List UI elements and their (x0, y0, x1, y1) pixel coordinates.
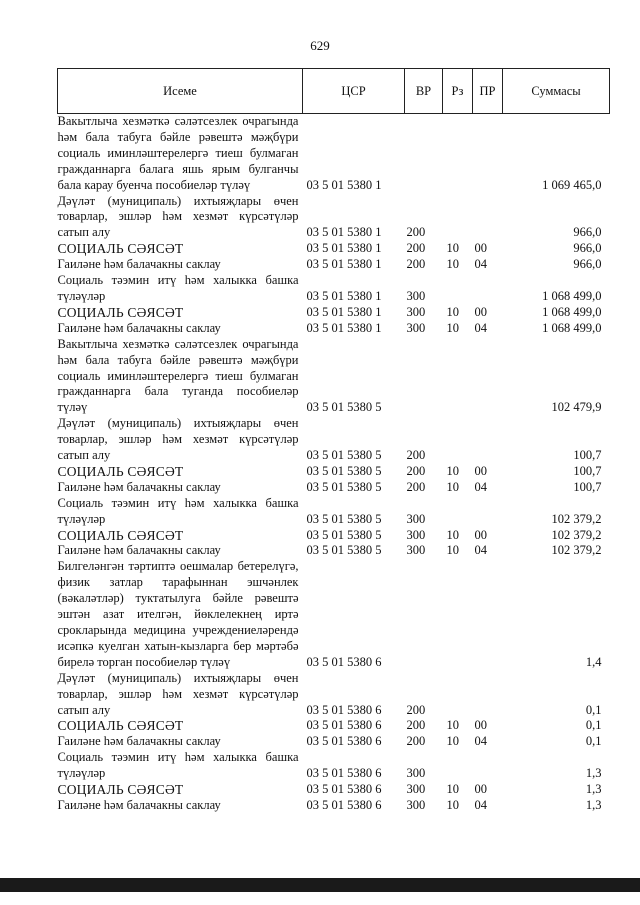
cell-csr: 03 5 01 5380 5 (306, 479, 382, 494)
cell-rz (443, 671, 473, 719)
cell-pr (473, 337, 503, 417)
table-row (58, 273, 610, 305)
cell-vr: 300 (406, 288, 426, 303)
cell-sum: 0,1 (585, 702, 602, 717)
table-row (58, 559, 610, 670)
table-row (58, 416, 610, 464)
cell-sum: 1,3 (585, 766, 602, 781)
cell-csr: 03 5 01 5380 5 (306, 527, 382, 542)
cell-pr: 00 (474, 782, 487, 797)
cell-pr: 00 (474, 463, 487, 478)
cell-vr: 200 (406, 479, 426, 494)
header-rz: Рз (443, 69, 473, 114)
cell-rz: 10 (446, 527, 459, 542)
table-row (58, 337, 610, 417)
cell-csr: 03 5 01 5380 1 (306, 320, 382, 335)
table-row (58, 798, 610, 814)
cell-rz: 10 (446, 463, 459, 478)
cell-sum: 966,0 (573, 257, 602, 272)
cell-name: Гаиләне һәм балачакны саклау (57, 257, 221, 272)
cell-rz: 10 (446, 241, 459, 256)
cell-rz: 10 (446, 718, 459, 733)
cell-name: Социаль тәэмин итү һәм халыкка башка түләүләр (57, 273, 299, 303)
cell-csr: 03 5 01 5380 6 (306, 766, 382, 781)
cell-name: Билгеләнгән тәртиптә оешмалар бетерелүгә, физик затлар тарафыннан эшчәнлек (вәкаләтләр) туктатылуга бәйле рәвештә эштән азат ителгән, йөклелекнең иртә срокларында медицина учреждениеләрендә исәпкә куелган хатын-кызларга бер мәртәбә бирелә торган пособиеләр түләү (57, 559, 299, 669)
cell-vr: 200 (406, 241, 426, 256)
table-row (58, 750, 610, 782)
cell-vr (405, 559, 443, 670)
table-header (58, 69, 610, 114)
cell-pr: 04 (474, 734, 487, 749)
cell-name: Вакытлыча хезмәткә сәләтсезлек очрагында һәм бала табуга бәйле рәвештә мәҗбүри социаль иминләштерелергә тиеш булмаган гражданнарга балага яшь ярым булганчы бала карау буенча пособиеләр түләү (57, 114, 299, 192)
table-row (58, 257, 610, 273)
cell-rz (443, 750, 473, 782)
cell-csr: 03 5 01 5380 1 (306, 257, 382, 272)
cell-pr (473, 750, 503, 782)
cell-pr: 04 (474, 257, 487, 272)
cell-csr: 03 5 01 5380 5 (306, 448, 382, 463)
table-row (58, 241, 610, 257)
cell-vr: 200 (406, 734, 426, 749)
cell-vr: 300 (406, 304, 426, 319)
cell-sum: 1,3 (585, 782, 602, 797)
cell-pr: 04 (474, 797, 487, 812)
table-row (58, 543, 610, 559)
cell-name: Социаль тәэмин итү һәм халыкка башка түләүләр (57, 750, 299, 781)
header-vr: ВР (405, 69, 443, 114)
cell-sum: 100,7 (573, 479, 602, 494)
cell-csr: 03 5 01 5380 6 (306, 782, 382, 797)
cell-name: Социаль тәэмин итү һәм халыкка башка түләүләр (57, 495, 299, 526)
cell-csr: 03 5 01 5380 5 (306, 511, 382, 526)
cell-name: Дәүләт (муниципаль) ихтыяҗлары өчен товарлар, эшләр һәм хезмәт күрсәтүләр сатып алу (57, 670, 299, 717)
cell-sum: 102 379,2 (551, 511, 602, 526)
table-row (58, 671, 610, 719)
cell-pr (473, 114, 503, 194)
cell-rz (443, 273, 473, 305)
cell-sum: 100,7 (573, 463, 602, 478)
cell-rz (443, 337, 473, 417)
cell-name: Дәүләт (муниципаль) ихтыяҗлары өчен товарлар, эшләр һәм хезмәт күрсәтүләр сатып алу (57, 416, 299, 463)
cell-sum: 102 379,2 (551, 543, 602, 558)
header-pr: ПР (473, 69, 503, 114)
cell-csr: 03 5 01 5380 1 (306, 177, 382, 192)
cell-name: Вакытлыча хезмәткә сәләтсезлек очрагында һәм бала табуга бәйле рәвештә мәҗбүри социаль иминләштерелергә тиеш булмаган гражданнарга бала туганда пособиеләр түләү (57, 336, 299, 415)
table-row (58, 718, 610, 734)
cell-name: Гаиләне һәм балачакны саклау (57, 479, 221, 494)
cell-name: СОЦИАЛЬ СӘЯСӘТ (57, 241, 184, 257)
cell-rz (443, 114, 473, 194)
cell-csr: 03 5 01 5380 1 (306, 288, 382, 303)
cell-pr (473, 273, 503, 305)
cell-csr: 03 5 01 5380 6 (306, 734, 382, 749)
cell-vr: 200 (406, 257, 426, 272)
cell-pr (473, 496, 503, 528)
cell-vr: 300 (406, 543, 426, 558)
cell-sum: 0,1 (585, 734, 602, 749)
table-row (58, 734, 610, 750)
cell-rz: 10 (446, 782, 459, 797)
cell-csr: 03 5 01 5380 6 (306, 702, 382, 717)
cell-pr (473, 559, 503, 670)
cell-vr: 300 (406, 782, 426, 797)
cell-vr: 300 (406, 527, 426, 542)
cell-rz: 10 (446, 734, 459, 749)
cell-pr: 04 (474, 320, 487, 335)
cell-name: СОЦИАЛЬ СӘЯСӘТ (57, 527, 184, 543)
cell-sum: 1,4 (585, 654, 602, 669)
cell-sum: 1 068 499,0 (542, 304, 602, 319)
cell-pr: 04 (474, 543, 487, 558)
cell-sum: 1,3 (585, 797, 602, 812)
cell-name: Гаиләне һәм балачакны саклау (57, 734, 221, 749)
cell-sum: 0,1 (585, 718, 602, 733)
cell-vr (405, 114, 443, 194)
cell-name: Гаиләне һәм балачакны саклау (57, 797, 221, 812)
cell-pr: 00 (474, 304, 487, 319)
table-row (58, 464, 610, 480)
budget-table (57, 68, 610, 814)
cell-csr: 03 5 01 5380 6 (306, 654, 382, 669)
cell-vr: 300 (406, 766, 426, 781)
header-name: Исеме (58, 69, 303, 114)
cell-csr: 03 5 01 5380 1 (306, 304, 382, 319)
cell-name: Дәүләт (муниципаль) ихтыяҗлары өчен товарлар, эшләр һәм хезмәт күрсәтүләр сатып алу (57, 193, 299, 240)
cell-csr: 03 5 01 5380 5 (306, 400, 382, 415)
cell-name: СОЦИАЛЬ СӘЯСӘТ (57, 463, 184, 479)
cell-vr: 200 (406, 463, 426, 478)
cell-sum: 1 068 499,0 (542, 288, 602, 303)
cell-csr: 03 5 01 5380 5 (306, 463, 382, 478)
cell-name: Гаиләне һәм балачакны саклау (57, 320, 221, 335)
cell-sum: 100,7 (573, 448, 602, 463)
header-sum: Суммасы (503, 69, 610, 114)
table-row (58, 496, 610, 528)
cell-csr: 03 5 01 5380 1 (306, 241, 382, 256)
cell-vr: 200 (406, 718, 426, 733)
cell-name: Гаиләне һәм балачакны саклау (57, 543, 221, 558)
cell-vr: 200 (406, 702, 426, 717)
cell-rz (443, 416, 473, 464)
table-row (58, 480, 610, 496)
cell-rz: 10 (446, 479, 459, 494)
cell-sum: 102 479,9 (551, 400, 602, 415)
cell-vr: 200 (406, 448, 426, 463)
cell-rz (443, 496, 473, 528)
cell-pr (473, 416, 503, 464)
cell-pr (473, 194, 503, 242)
cell-sum: 102 379,2 (551, 527, 602, 542)
cell-sum: 966,0 (573, 241, 602, 256)
page-number: 629 (310, 38, 330, 53)
cell-rz: 10 (446, 304, 459, 319)
cell-pr: 00 (474, 241, 487, 256)
cell-vr: 300 (406, 797, 426, 812)
cell-sum: 1 069 465,0 (542, 177, 602, 192)
cell-csr: 03 5 01 5380 6 (306, 797, 382, 812)
cell-pr (473, 671, 503, 719)
table-row (58, 782, 610, 798)
cell-pr: 00 (474, 718, 487, 733)
table-row (58, 305, 610, 321)
cell-name: СОЦИАЛЬ СӘЯСӘТ (57, 304, 184, 320)
cell-vr (405, 337, 443, 417)
cell-csr: 03 5 01 5380 6 (306, 718, 382, 733)
cell-name: СОЦИАЛЬ СӘЯСӘТ (57, 782, 184, 798)
table-body (58, 114, 610, 814)
cell-vr: 300 (406, 511, 426, 526)
cell-sum: 1 068 499,0 (542, 320, 602, 335)
cell-rz: 10 (446, 543, 459, 558)
cell-pr: 00 (474, 527, 487, 542)
cell-rz (443, 194, 473, 242)
cell-rz: 10 (446, 797, 459, 812)
cell-rz (443, 559, 473, 670)
header-csr: ЦСР (303, 69, 405, 114)
cell-csr: 03 5 01 5380 1 (306, 225, 382, 240)
cell-sum: 966,0 (573, 225, 602, 240)
cell-rz: 10 (446, 320, 459, 335)
cell-rz: 10 (446, 257, 459, 272)
table-row (58, 114, 610, 194)
cell-csr: 03 5 01 5380 5 (306, 543, 382, 558)
cell-vr: 300 (406, 320, 426, 335)
cell-name: СОЦИАЛЬ СӘЯСӘТ (57, 718, 184, 734)
cell-vr: 200 (406, 225, 426, 240)
table-row (58, 528, 610, 544)
table-row (58, 194, 610, 242)
scan-bottom-edge (0, 878, 640, 892)
cell-pr: 04 (474, 479, 487, 494)
table-row (58, 321, 610, 337)
